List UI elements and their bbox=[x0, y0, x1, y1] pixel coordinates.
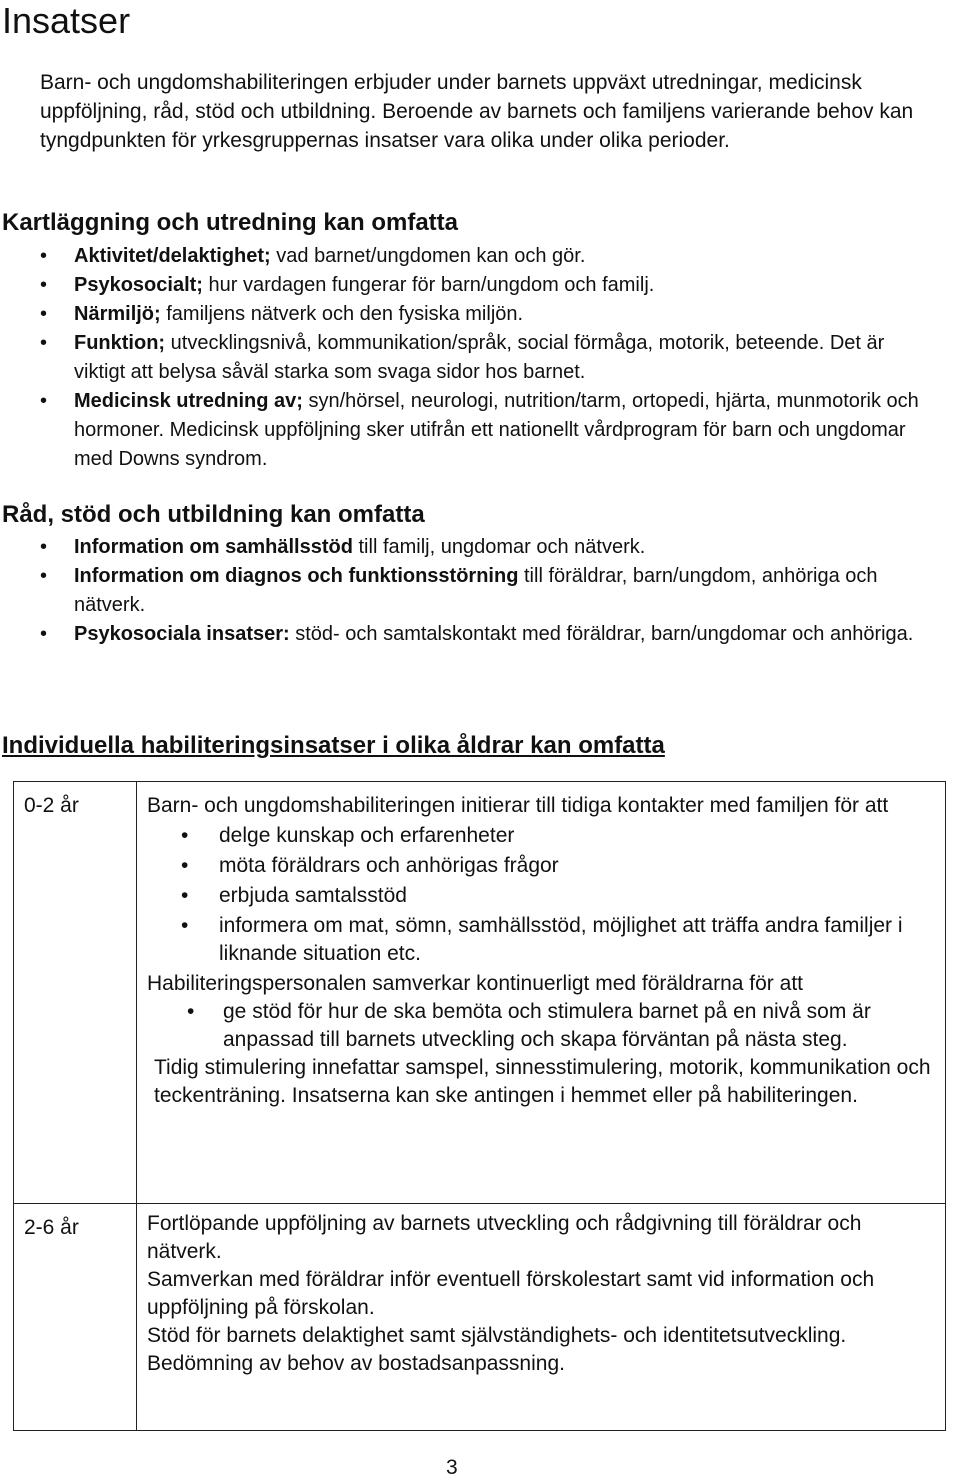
section-heading-individuella: Individuella habiliteringsinsatser i olika åldrar kan omfatta bbox=[2, 732, 665, 759]
item-label: Funktion; bbox=[74, 332, 166, 354]
list-item bbox=[40, 387, 920, 474]
list-item bbox=[40, 620, 920, 649]
content-cell bbox=[137, 1204, 946, 1431]
bullet-icon: • bbox=[181, 884, 189, 907]
item-text: ge stöd för hur de ska bemöta och stimulera barnet på en nivå som är anpassad till barnets utveckling och skapa förväntan på nästa steg. bbox=[223, 1000, 871, 1051]
page-title: Insatser bbox=[2, 0, 131, 41]
age-table bbox=[13, 781, 946, 1431]
list-item bbox=[40, 562, 920, 620]
section-heading-kartlaggning: Kartläggning och utredning kan omfatta bbox=[2, 209, 459, 236]
age-cell bbox=[14, 782, 137, 1204]
bullet-icon: • bbox=[40, 623, 48, 645]
table-row bbox=[14, 782, 946, 1204]
bullet-icon: • bbox=[40, 332, 48, 354]
list-item bbox=[147, 882, 935, 910]
item-label: Medicinsk utredning av; bbox=[74, 390, 303, 412]
item-text: erbjuda samtalsstöd bbox=[219, 884, 407, 907]
bullet-icon: • bbox=[181, 914, 189, 937]
cell-paragraph: Samverkan med föräldrar inför eventuell förskolestart samt vid information och uppföljning på förskolan. bbox=[147, 1268, 875, 1319]
list-item bbox=[40, 300, 920, 329]
item-text: till föräldrar, barn/ungdom, anhöriga och nätverk. bbox=[74, 565, 878, 616]
rad-stod-list bbox=[40, 533, 920, 649]
cell-paragraph: Tidig stimulering innefattar samspel, sinnesstimulering, motorik, kommunikation och teckenträning. Insatserna kan ske antingen i hemmet eller på habiliteringen. bbox=[154, 1056, 931, 1107]
cell-bullet-list bbox=[147, 822, 935, 968]
bullet-icon: • bbox=[187, 1000, 195, 1023]
item-text: hur vardagen fungerar för barn/ungdom och familj. bbox=[202, 274, 655, 296]
list-item bbox=[147, 998, 935, 1054]
bullet-icon: • bbox=[40, 245, 48, 267]
item-label: Information om diagnos och funktionsstörning bbox=[74, 565, 519, 587]
bullet-icon: • bbox=[40, 565, 48, 587]
cell-paragraph: Barn- och ungdomshabiliteringen initierar till tidiga kontakter med familjen för att bbox=[147, 794, 889, 817]
item-text: utvecklingsnivå, kommunikation/språk, social förmåga, motorik, beteende. Det är viktigt att belysa såväl starka som svaga sidor hos barnet. bbox=[74, 332, 885, 383]
cell-paragraph: Stöd för barnets delaktighet samt självständighets- och identitetsutveckling. bbox=[147, 1324, 847, 1347]
item-label: Information om samhällsstöd bbox=[74, 536, 353, 558]
cell-paragraph: Bedömning av behov av bostadsanpassning. bbox=[147, 1352, 565, 1375]
cell-paragraph: Fortlöpande uppföljning av barnets utveckling och rådgivning till föräldrar och nätverk. bbox=[147, 1212, 862, 1263]
list-item bbox=[40, 242, 920, 271]
cell-bullet-list bbox=[147, 998, 935, 1054]
list-item bbox=[147, 852, 935, 880]
bullet-icon: • bbox=[40, 390, 48, 412]
list-item bbox=[40, 533, 920, 562]
item-label: Närmiljö; bbox=[74, 303, 161, 325]
cell-paragraph: Habiliteringspersonalen samverkar kontinuerligt med föräldrarna för att bbox=[147, 972, 803, 995]
section-heading-rad-stod: Råd, stöd och utbildning kan omfatta bbox=[2, 501, 425, 528]
kartlaggning-list bbox=[40, 242, 920, 474]
item-text: till familj, ungdomar och nätverk. bbox=[352, 536, 646, 558]
item-text: informera om mat, sömn, samhällsstöd, möjlighet att träffa andra familjer i liknande situation etc. bbox=[219, 914, 903, 965]
item-text: delge kunskap och erfarenheter bbox=[219, 824, 515, 847]
list-item bbox=[147, 822, 935, 850]
age-label: 2-6 år bbox=[24, 1216, 79, 1239]
item-text: möta föräldrars och anhörigas frågor bbox=[219, 854, 559, 877]
item-label: Psykosociala insatser: bbox=[74, 623, 290, 645]
list-item bbox=[147, 912, 935, 968]
item-text: stöd- och samtalskontakt med föräldrar, barn/ungdomar och anhöriga. bbox=[289, 623, 914, 645]
bullet-icon: • bbox=[40, 274, 48, 296]
item-label: Psykosocialt; bbox=[74, 274, 203, 296]
item-text: familjens nätverk och den fysiska miljön. bbox=[160, 303, 524, 325]
list-item bbox=[40, 271, 920, 300]
age-cell bbox=[14, 1204, 137, 1431]
page-number: 3 bbox=[446, 1456, 458, 1479]
bullet-icon: • bbox=[40, 303, 48, 325]
intro-paragraph: Barn- och ungdomshabiliteringen erbjuder under barnets uppväxt utredningar, medicinsk uppföljning, råd, stöd och utbildning. Beroende av barnets och familjens varierande behov kan tyngdpunkten för yrkesgruppernas insatser vara olika under olika perioder. bbox=[40, 71, 914, 152]
table-row bbox=[14, 1204, 946, 1431]
item-text: syn/hörsel, neurologi, nutrition/tarm, ortopedi, hjärta, munmotorik och hormoner. Medicinsk uppföljning sker utifrån ett nationellt vårdprogram för barn och ungdomar med Downs syndrom. bbox=[74, 390, 919, 470]
list-item bbox=[40, 329, 920, 387]
item-label: Aktivitet/delaktighet; bbox=[74, 245, 271, 267]
content-cell bbox=[137, 782, 946, 1204]
bullet-icon: • bbox=[40, 536, 48, 558]
bullet-icon: • bbox=[181, 824, 189, 847]
age-label: 0-2 år bbox=[24, 794, 79, 817]
bullet-icon: • bbox=[181, 854, 189, 877]
item-text: vad barnet/ungdomen kan och gör. bbox=[270, 245, 586, 267]
